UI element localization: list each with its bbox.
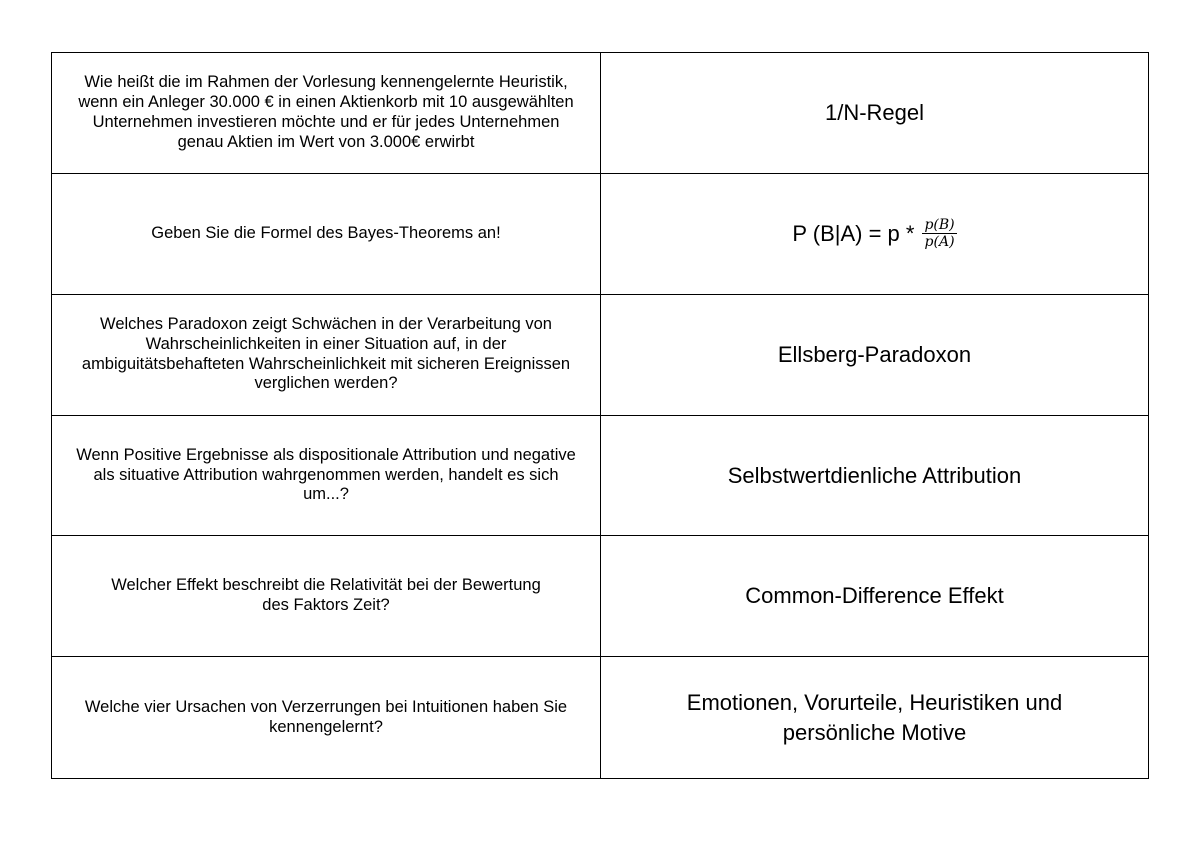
answer-text-6: Emotionen, Vorurteile, Heuristiken und persönliche Motive xyxy=(686,689,1063,745)
answer-text-5: Common-Difference Effekt xyxy=(745,583,1004,609)
formula-numerator: p(B) xyxy=(924,217,955,234)
formula-fraction xyxy=(922,217,956,250)
formula-denominator: p(A) xyxy=(924,234,955,251)
question-cell-5 xyxy=(52,536,601,657)
bayes-formula xyxy=(792,217,956,250)
question-text-3: Welches Paradoxon zeigt Schwächen in der Verarbeitung von Wahrscheinlichkeiten in einer Situation auf, in der ambiguitätsbehafteten Wahrscheinlichkeit mit sicheren Ereignissen verglichen werden? xyxy=(81,314,571,393)
flashcard-table xyxy=(51,52,1149,779)
answer-text-4: Selbstwertdienliche Attribution xyxy=(727,462,1022,488)
question-cell-2 xyxy=(52,174,601,295)
question-text-6: Welche vier Ursachen von Verzerrungen bei Intuitionen haben Sie kennengelernt? xyxy=(84,697,568,736)
question-cell-1 xyxy=(52,53,601,174)
question-text-2: Geben Sie die Formel des Bayes-Theorems an! xyxy=(151,223,501,242)
answer-cell-6 xyxy=(601,657,1148,778)
question-cell-4 xyxy=(52,416,601,537)
question-text-5: Welcher Effekt beschreibt die Relativität bei der Bewertung des Faktors Zeit? xyxy=(111,576,541,615)
answer-cell-2 xyxy=(601,174,1148,295)
question-text-4: Wenn Positive Ergebnisse als dispositionale Attribution und negative als situative Attribution wahrgenommen werden, handelt es sich um...? xyxy=(76,445,576,504)
question-cell-3 xyxy=(52,295,601,416)
answer-cell-1 xyxy=(601,53,1148,174)
answer-text-1: 1/N-Regel xyxy=(824,100,925,126)
answer-cell-3 xyxy=(601,295,1148,416)
formula-prefix: P (B|A) = p * xyxy=(792,220,915,246)
answer-text-3: Ellsberg-Paradoxon xyxy=(777,341,972,367)
answer-cell-4 xyxy=(601,416,1148,537)
question-text-1: Wie heißt die im Rahmen der Vorlesung kennengelernte Heuristik, wenn ein Anleger 30.000 € in einen Aktienkorb mit 10 ausgewählten Unternehmen investieren möchte und er für jedes Unternehmen genau Aktien im Wert von 3.000€ erwirbt xyxy=(78,73,574,151)
question-cell-6 xyxy=(52,657,601,778)
answer-cell-5 xyxy=(601,536,1148,657)
